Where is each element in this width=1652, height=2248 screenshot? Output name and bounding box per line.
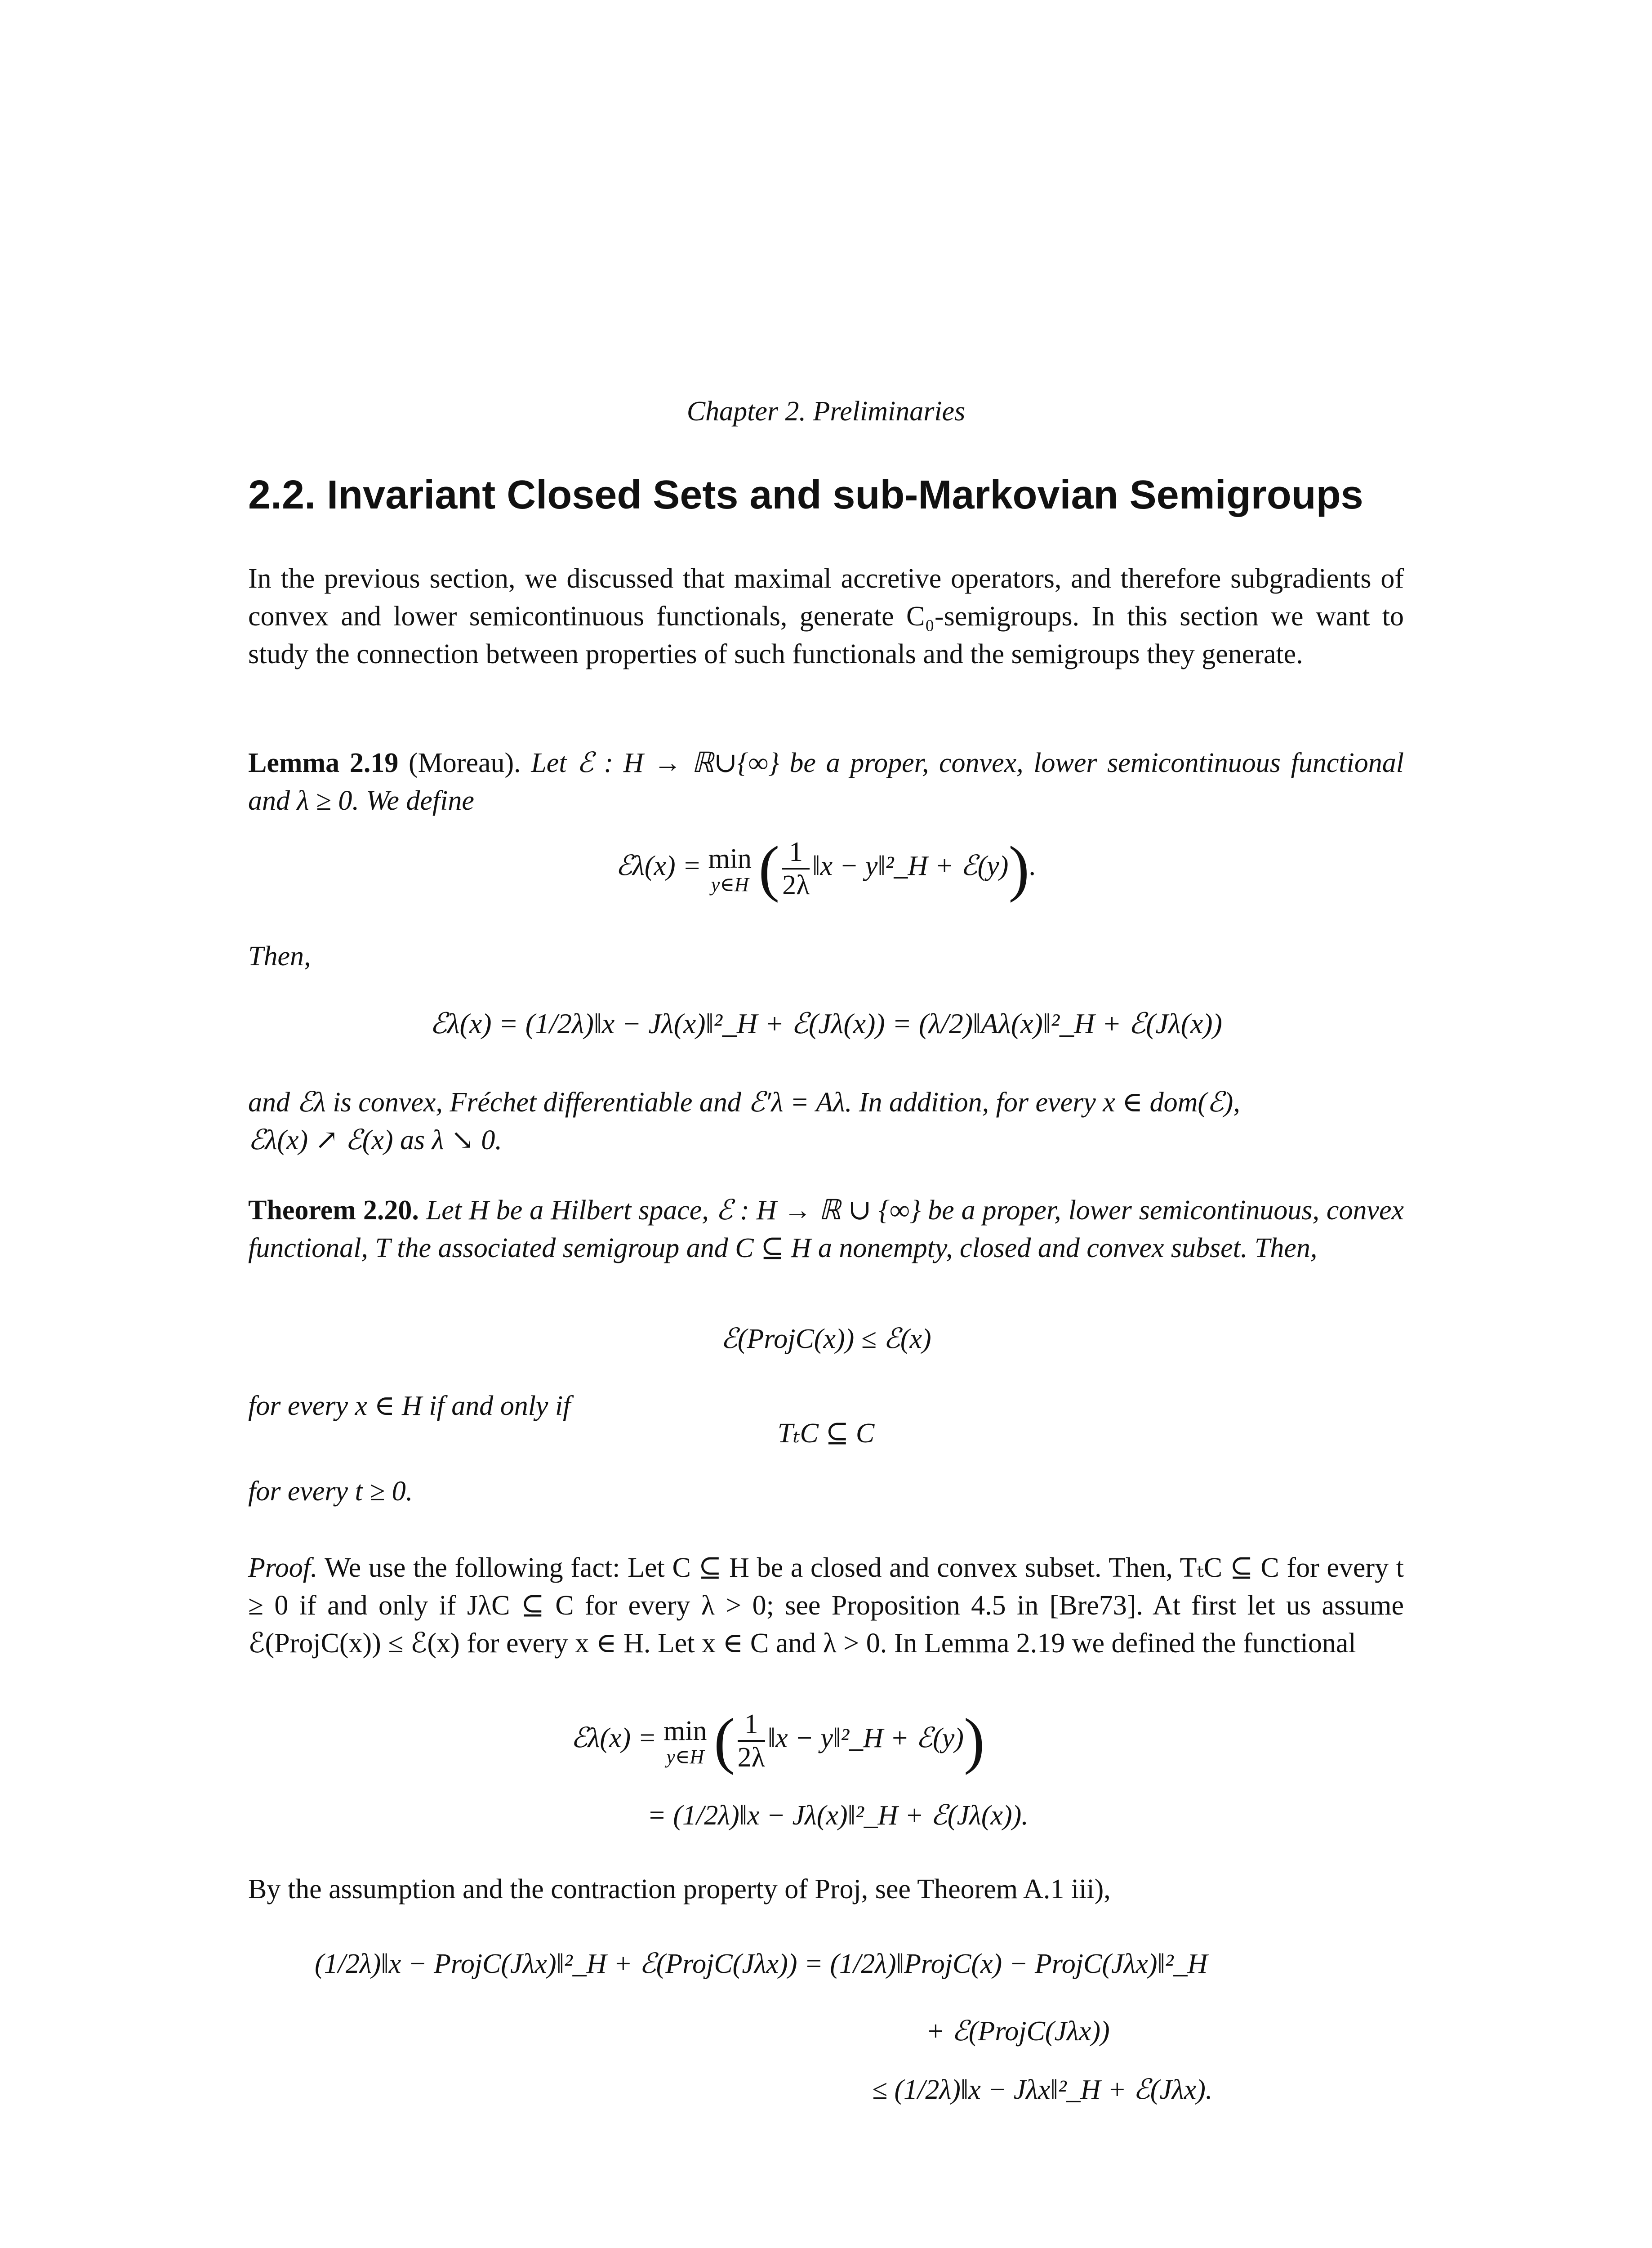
- theorem-cond2: for every t ≥ 0.: [248, 1476, 413, 1507]
- paren-left: (: [758, 834, 780, 903]
- running-header: Chapter 2. Preliminaries: [686, 396, 966, 427]
- eq-proof-body: ‖x − y‖²_H + ℰ(y): [767, 1723, 964, 1754]
- lemma-then: Then,: [248, 941, 311, 972]
- proof-assumption: [248, 1870, 1404, 1908]
- proof-text: We use the following fact: Let C ⊆ H be a closed and convex subset. Then, TₜC ⊆ C for every t ≥ 0 if and only if JλC ⊆ C for every λ > 0; see Proposition 4.5 in [Bre73]. At first let us assume ℰ(ProjC(x)) ≤ ℰ(x) for every x ∈ H. Let x ∈ C and λ > 0. In Lemma 2.19 we defined the functional: [248, 1552, 1404, 1659]
- paren-right: ): [1008, 834, 1030, 903]
- min-label: min: [708, 843, 752, 874]
- lemma-conclusion: [248, 1084, 1404, 1159]
- eq-proof-lhs: ℰλ(x) =: [571, 1723, 657, 1754]
- equation-theorem-condition: ℰ(ProjC(x)) ≤ ℰ(x): [721, 1324, 931, 1354]
- eq-body: ‖x − y‖²_H + ℰ(y): [812, 851, 1009, 882]
- paren-right-2: ): [963, 1706, 985, 1775]
- lemma-conclusion-2: ℰλ(x) ↗ ℰ(x) as λ ↘ 0.: [248, 1125, 502, 1155]
- equation-proof-line2: = (1/2λ)‖x − Jλ(x)‖²_H + ℰ(Jλ(x)).: [647, 1800, 1029, 1831]
- theorem-block: [248, 1191, 1404, 1267]
- theorem-statement: Let H be a Hilbert space, ℰ : H → ℝ ∪ {∞} be a proper, lower semicontinuous, convex functional, T the associated semigroup and C ⊆ H a nonempty, closed and convex subset. Then,: [248, 1195, 1404, 1263]
- theorem-label: Theorem 2.20.: [248, 1195, 419, 1226]
- equation-chain-line2: + ℰ(ProjC(Jλx)): [926, 2016, 1110, 2047]
- min-subscript: y∈H: [711, 873, 749, 896]
- lemma-attribution: (Moreau).: [409, 748, 521, 778]
- min-operator: [708, 843, 752, 895]
- section-title: 2.2. Invariant Closed Sets and sub-Markovian Semigroups: [248, 473, 1363, 517]
- paren-left-2: (: [714, 1706, 735, 1775]
- min-operator-2: [663, 1715, 707, 1767]
- proof-block: [248, 1549, 1404, 1662]
- equation-invariance: TₜC ⊆ C: [777, 1418, 875, 1449]
- lemma-block: [248, 744, 1404, 820]
- lemma-statement: Let ℰ : H → ℝ∪{∞} be a proper, convex, lower semicontinuous functional and λ ≥ 0. We define: [248, 748, 1404, 816]
- equation-envelope-identity: ℰλ(x) = (1/2λ)‖x − Jλ(x)‖²_H + ℰ(Jλ(x)) = (λ/2)‖Aλ(x)‖²_H + ℰ(Jλ(x)): [430, 1008, 1222, 1039]
- equation-moreau-envelope: ℰλ(x) = min y∈H ( $\frac{1}{2\lambda}$ ‖x − y‖²_H + ℰ(y)).: [615, 834, 1037, 903]
- fraction: $\frac{1}{2\lambda}$: [782, 837, 810, 901]
- min-subscript-2: y∈H: [666, 1745, 704, 1768]
- fraction-2: $\frac{1}{2\lambda}$: [737, 1709, 765, 1773]
- proof-label: Proof.: [248, 1552, 318, 1583]
- equation-chain-line1: (1/2λ)‖x − ProjC(Jλx)‖²_H + ℰ(ProjC(Jλx)) = (1/2λ)‖ProjC(x) − ProjC(Jλx)‖²_H: [315, 1949, 1208, 1979]
- lemma-conclusion-1: and ℰλ is convex, Fréchet differentiable and ℰ′λ = Aλ. In addition, for every x ∈ dom(ℰ),: [248, 1087, 1240, 1118]
- theorem-cond1: for every x ∈ H if and only if: [248, 1391, 571, 1421]
- intro-paragraph: [248, 560, 1404, 673]
- min-label-2: min: [663, 1715, 707, 1746]
- equation-proof-line1: [571, 1708, 985, 1773]
- lemma-label: Lemma 2.19: [248, 748, 399, 778]
- eq-lhs: ℰλ(x) =: [615, 851, 702, 882]
- equation-chain-line3: ≤ (1/2λ)‖x − Jλx‖²_H + ℰ(Jλx).: [872, 2074, 1213, 2105]
- proof-assumption-text: By the assumption and the contraction property of Proj, see Theorem A.1 iii),: [248, 1874, 1111, 1905]
- intro-text: In the previous section, we discussed that maximal accretive operators, and therefore subgradients of convex and lower semicontinuous functionals, generate C₀-semigroups. In this section we want to study the connection between properties of such functionals and the semigroups they generate.: [248, 563, 1404, 669]
